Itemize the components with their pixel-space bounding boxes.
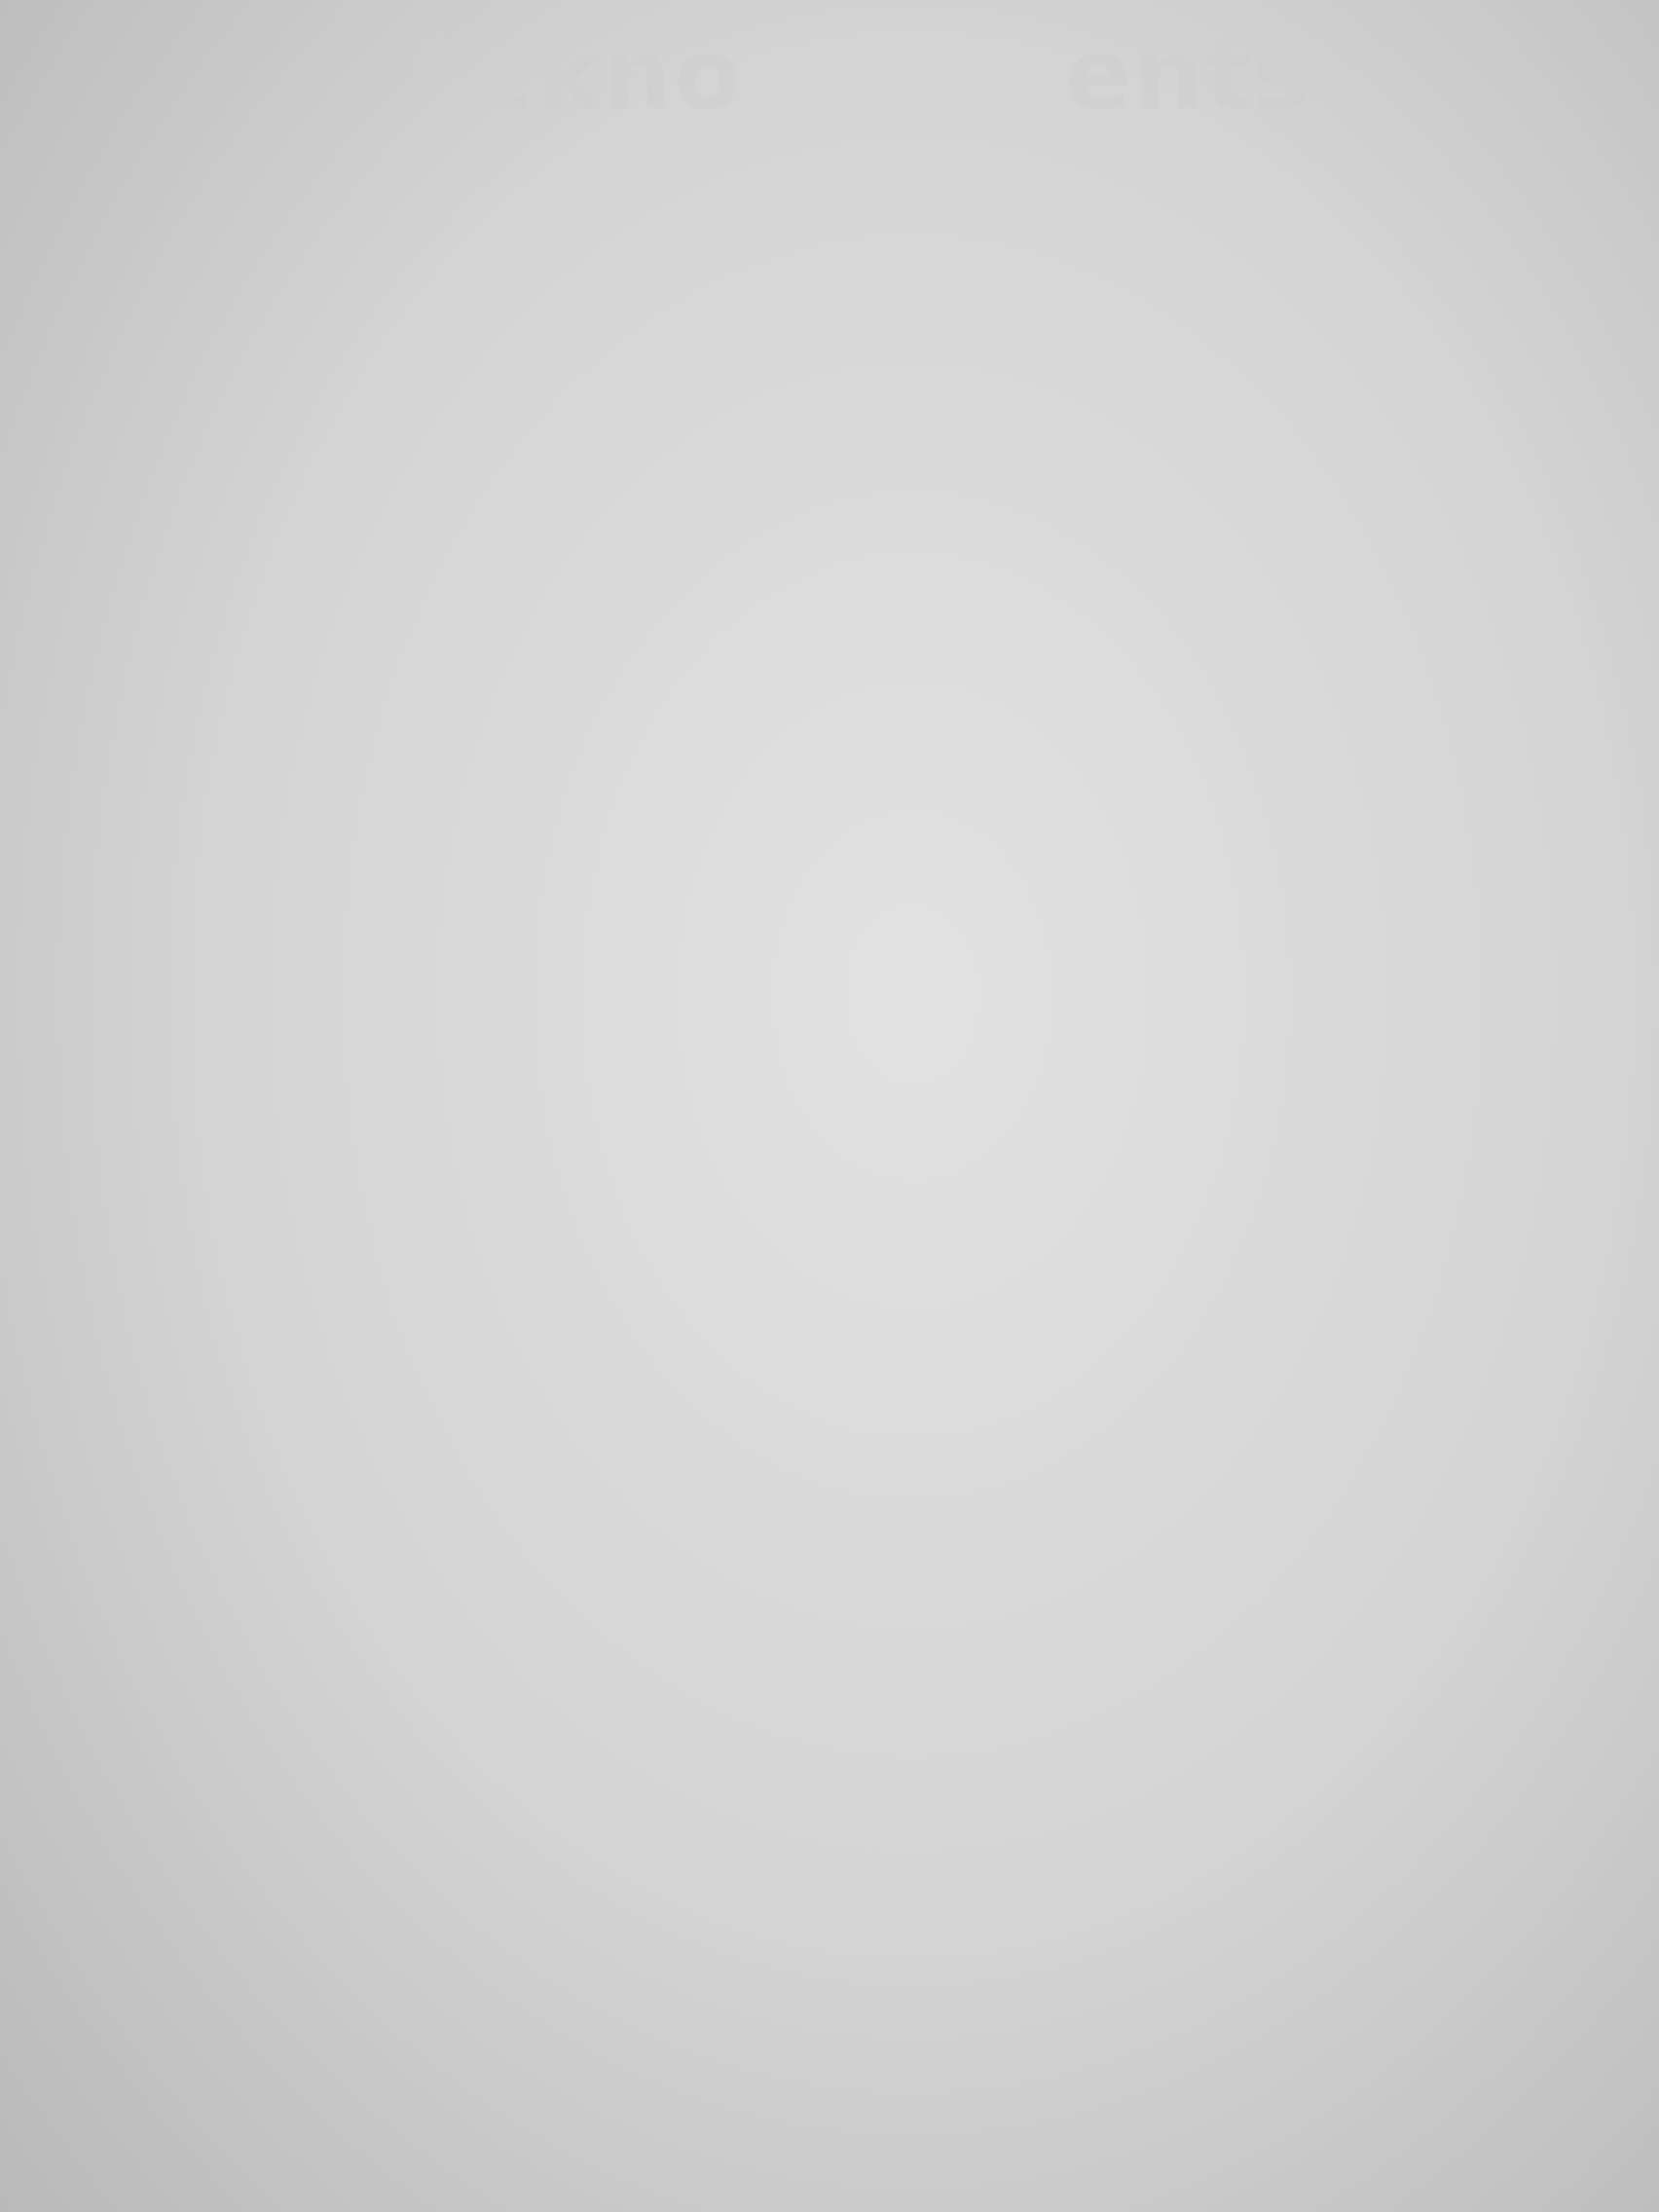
show-through-heading: Ackno ents (399, 18, 1313, 131)
